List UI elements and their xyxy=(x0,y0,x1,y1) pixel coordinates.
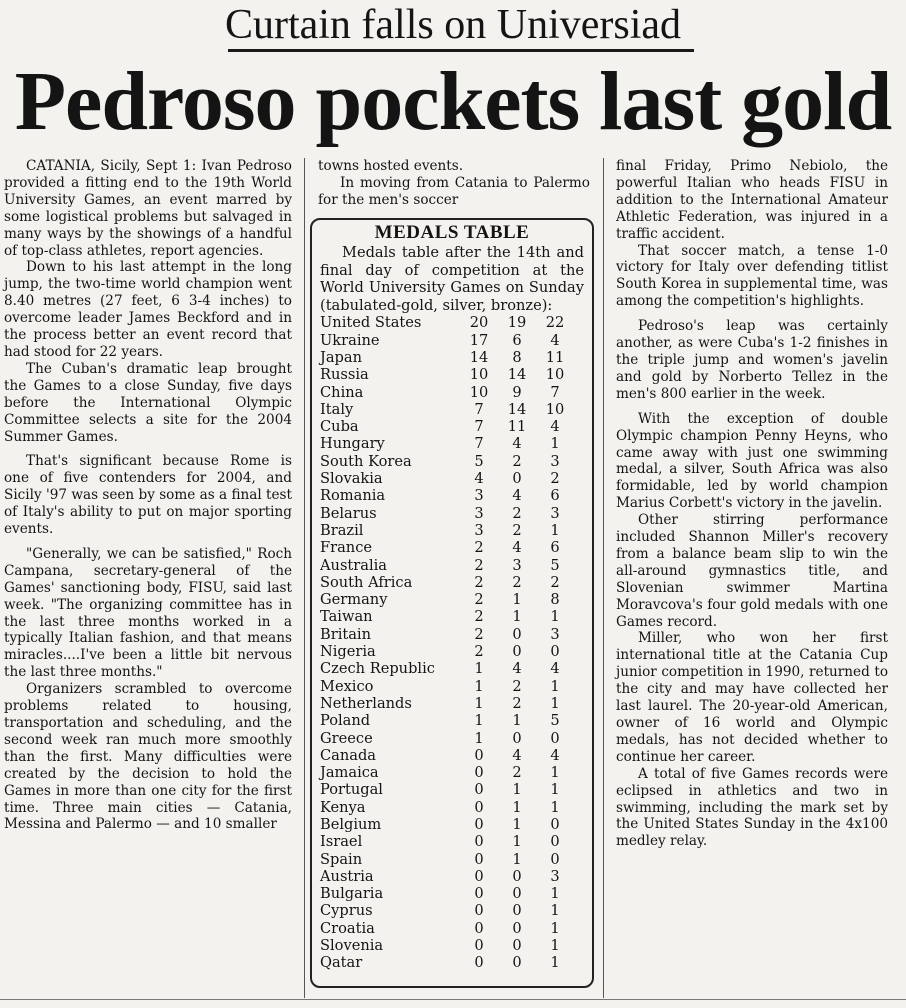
gold-count: 3 xyxy=(474,521,484,539)
medal-row xyxy=(320,626,584,643)
country-name: Qatar xyxy=(320,954,363,972)
gold-count: 17 xyxy=(469,331,489,349)
medal-row xyxy=(320,902,584,919)
medal-row xyxy=(320,954,584,971)
bronze-count: 22 xyxy=(545,314,565,332)
gold-count: 5 xyxy=(474,452,484,470)
country-name: Taiwan xyxy=(320,608,373,626)
bronze-count: 10 xyxy=(545,400,565,418)
gold-count: 1 xyxy=(474,694,484,712)
country-name: Greece xyxy=(320,729,373,747)
medal-row xyxy=(320,591,584,608)
silver-count: 6 xyxy=(512,331,522,349)
gold-count: 1 xyxy=(474,660,484,678)
country-name: South Korea xyxy=(320,452,412,470)
bronze-count: 1 xyxy=(550,781,560,799)
silver-count: 0 xyxy=(512,867,522,885)
gold-count: 0 xyxy=(474,764,484,782)
country-name: Netherlands xyxy=(320,694,412,712)
medal-row xyxy=(320,332,584,349)
medal-row xyxy=(320,660,584,677)
medals-table-box xyxy=(310,218,594,988)
bronze-count: 8 xyxy=(550,591,560,609)
gold-count: 0 xyxy=(474,746,484,764)
country-name: Romania xyxy=(320,487,386,505)
bronze-count: 3 xyxy=(550,452,560,470)
medal-row xyxy=(320,384,584,401)
gold-count: 0 xyxy=(474,919,484,937)
medal-row xyxy=(320,730,584,747)
gold-count: 1 xyxy=(474,677,484,695)
bronze-count: 0 xyxy=(550,643,560,661)
paragraph: That's significant because Rome is one of five contenders for 2004, and Sicily '97 was seen by some as a final test of Italy's ability to put on major sporting events. xyxy=(4,453,292,538)
silver-count: 0 xyxy=(512,643,522,661)
medals-table-rows xyxy=(320,314,584,971)
gold-count: 0 xyxy=(474,937,484,955)
bronze-count: 1 xyxy=(550,694,560,712)
medal-row xyxy=(320,799,584,816)
gold-count: 20 xyxy=(469,314,489,332)
bronze-count: 1 xyxy=(550,521,560,539)
bronze-count: 6 xyxy=(550,539,560,557)
medals-table-intro: Medals table after the 14th and final day of competition at the World University Games on Sunday (tabulated-gold, silver, bronze): xyxy=(320,244,584,314)
bronze-count: 1 xyxy=(550,885,560,903)
silver-count: 1 xyxy=(512,712,522,730)
gold-count: 4 xyxy=(474,470,484,488)
silver-count: 8 xyxy=(512,348,522,366)
gold-count: 0 xyxy=(474,902,484,920)
silver-count: 1 xyxy=(512,608,522,626)
gold-count: 2 xyxy=(474,591,484,609)
gold-count: 0 xyxy=(474,850,484,868)
country-name: Cuba xyxy=(320,418,359,436)
bronze-count: 2 xyxy=(550,573,560,591)
medal-row xyxy=(320,937,584,954)
medal-row xyxy=(320,505,584,522)
medal-row xyxy=(320,608,584,625)
bronze-count: 4 xyxy=(550,660,560,678)
medal-row xyxy=(320,851,584,868)
silver-count: 11 xyxy=(507,418,527,436)
silver-count: 0 xyxy=(512,885,522,903)
gold-count: 14 xyxy=(469,348,489,366)
country-name: Spain xyxy=(320,850,363,868)
silver-count: 1 xyxy=(512,850,522,868)
bottom-rule xyxy=(0,999,906,1000)
medal-row xyxy=(320,470,584,487)
gold-count: 2 xyxy=(474,643,484,661)
country-name: Cyprus xyxy=(320,902,373,920)
bronze-count: 3 xyxy=(550,867,560,885)
country-name: Japan xyxy=(320,348,362,366)
paragraph: A total of five Games records were eclipsed in athletics and two in swimming, including the mark set by the United States Sunday in the 4x100 medley relay. xyxy=(616,765,888,850)
silver-count: 19 xyxy=(507,314,527,332)
gold-count: 10 xyxy=(469,366,489,384)
country-name: Slovenia xyxy=(320,937,384,955)
silver-count: 0 xyxy=(512,937,522,955)
silver-count: 4 xyxy=(512,435,522,453)
gold-count: 1 xyxy=(474,729,484,747)
medal-row xyxy=(320,453,584,470)
medals-table-title: MEDALS TABLE xyxy=(374,222,530,243)
country-name: Germany xyxy=(320,591,388,609)
bronze-count: 1 xyxy=(550,798,560,816)
bronze-count: 1 xyxy=(550,937,560,955)
silver-count: 0 xyxy=(512,729,522,747)
medal-row xyxy=(320,764,584,781)
paragraph: Miller, who won her first international title at the Catania Cup junior competition in 1990, returned to the city and may have collected her last laurel. The 20-year-old American, owner of 16 world and Olympic medals, has not decided whether to continue her career. xyxy=(616,630,888,765)
medal-row xyxy=(320,868,584,885)
silver-count: 2 xyxy=(512,452,522,470)
column-divider xyxy=(304,158,305,998)
gold-count: 0 xyxy=(474,867,484,885)
gold-count: 2 xyxy=(474,625,484,643)
silver-count: 2 xyxy=(512,504,522,522)
gold-count: 0 xyxy=(474,833,484,851)
country-name: Slovakia xyxy=(320,470,383,488)
bronze-count: 3 xyxy=(550,625,560,643)
gold-count: 2 xyxy=(474,573,484,591)
medal-row xyxy=(320,435,584,452)
country-name: Israel xyxy=(320,833,363,851)
gold-count: 0 xyxy=(474,798,484,816)
silver-count: 2 xyxy=(512,521,522,539)
bronze-count: 0 xyxy=(550,833,560,851)
bronze-count: 7 xyxy=(550,383,560,401)
medal-row xyxy=(320,643,584,660)
medal-row xyxy=(320,522,584,539)
silver-count: 1 xyxy=(512,781,522,799)
medal-row xyxy=(320,557,584,574)
country-name: Ukraine xyxy=(320,331,380,349)
medal-row xyxy=(320,920,584,937)
medal-row xyxy=(320,574,584,591)
silver-count: 9 xyxy=(512,383,522,401)
bronze-count: 5 xyxy=(550,556,560,574)
paragraph: Pedroso's leap was certainly another, as were Cuba's 1-2 finishes in the triple jump and women's javelin and gold by Norberto Tellez in the men's 800 earlier in the week. xyxy=(616,318,888,402)
main-headline: Pedroso pockets last gold xyxy=(14,55,892,148)
gold-count: 2 xyxy=(474,556,484,574)
medal-row xyxy=(320,314,584,331)
paragraph: Down to his last attempt in the long jump, the two-time world champion went 8.40 metres (27 feet, 6 3-4 inches) to overcome leader James Beckford and in the process better an event record that had stood for 22 years. xyxy=(4,259,292,360)
country-name: China xyxy=(320,383,364,401)
medal-row xyxy=(320,833,584,850)
bronze-count: 4 xyxy=(550,331,560,349)
silver-count: 1 xyxy=(512,591,522,609)
medal-row xyxy=(320,678,584,695)
bronze-count: 2 xyxy=(550,470,560,488)
column-divider xyxy=(603,158,604,998)
paragraph: Other stirring performance included Shannon Miller's recovery from a balance beam slip to win the all-around gymnastics title, and Slovenian swimmer Martina Moravcova's four gold medals with one Games record. xyxy=(616,512,888,630)
country-name: Mexico xyxy=(320,677,374,695)
medal-row xyxy=(320,349,584,366)
country-name: Canada xyxy=(320,746,377,764)
country-name: France xyxy=(320,539,373,557)
gold-count: 0 xyxy=(474,885,484,903)
article-column-1 xyxy=(4,158,292,833)
paragraph: The Cuban's dramatic leap brought the Games to a close Sunday, five days before the International Olympic Committee selects a site for the 2004 Summer Games. xyxy=(4,360,292,445)
country-name: Britain xyxy=(320,625,371,643)
bronze-count: 1 xyxy=(550,435,560,453)
country-name: Nigeria xyxy=(320,643,376,661)
silver-count: 1 xyxy=(512,815,522,833)
gold-count: 3 xyxy=(474,504,484,522)
gold-count: 7 xyxy=(474,435,484,453)
paragraph: towns hosted events. xyxy=(318,158,464,174)
bronze-count: 11 xyxy=(545,348,565,366)
country-name: Bulgaria xyxy=(320,885,384,903)
paragraph: final Friday, Primo Nebiolo, the powerful Italian who heads FISU in addition to the International Amateur Athletic Federation, was injured in a traffic accident. xyxy=(616,158,888,242)
country-name: United States xyxy=(320,314,422,332)
gold-count: 0 xyxy=(474,781,484,799)
paragraph: That soccer match, a tense 1-0 victory for Italy over defending titlist South Korea in supplemental time, was among the competition's highlights. xyxy=(616,242,888,310)
bronze-count: 1 xyxy=(550,919,560,937)
gold-count: 1 xyxy=(474,712,484,730)
country-name: Australia xyxy=(320,556,388,574)
silver-count: 14 xyxy=(507,400,527,418)
gold-count: 7 xyxy=(474,418,484,436)
silver-count: 2 xyxy=(512,694,522,712)
medal-row xyxy=(320,885,584,902)
bronze-count: 1 xyxy=(550,954,560,972)
article-column-2 xyxy=(318,158,590,209)
silver-count: 3 xyxy=(512,556,522,574)
country-name: Russia xyxy=(320,366,369,384)
paragraph: In moving from Catania to Palermo for the men's soccer xyxy=(318,174,590,208)
medal-row xyxy=(320,747,584,764)
country-name: Czech Republic xyxy=(320,660,435,678)
paragraph: With the exception of double Olympic champion Penny Heyns, who came away with just one swimming medal, a silver, South Africa was also formidable, led by world champion Marius Corbett's victory in the javelin. xyxy=(616,410,888,512)
country-name: Jamaica xyxy=(320,764,379,782)
medal-row xyxy=(320,401,584,418)
paragraph: Organizers scrambled to overcome problems related to housing, transportation and scheduling, and the second week ran much more smoothly than the first. Many difficulties were created by the decision to hold the Games in more than one city for the first time. Three main cities — Catania, Messina and Palermo — and 10 smaller xyxy=(4,681,292,833)
country-name: Belarus xyxy=(320,504,377,522)
country-name: Kenya xyxy=(320,798,366,816)
paragraph: CATANIA, Sicily, Sept 1: Ivan Pedroso provided a fitting end to the 19th World University Games, an event marred by some logistical problems but salvaged in many ways by the showings of a handful of top-class athletes, report agencies. xyxy=(4,158,292,259)
gold-count: 0 xyxy=(474,954,484,972)
bronze-count: 1 xyxy=(550,677,560,695)
country-name: Belgium xyxy=(320,815,382,833)
country-name: Hungary xyxy=(320,435,385,453)
gold-count: 10 xyxy=(469,383,489,401)
silver-count: 4 xyxy=(512,746,522,764)
medal-row xyxy=(320,539,584,556)
bronze-count: 0 xyxy=(550,850,560,868)
medal-row xyxy=(320,781,584,798)
bronze-count: 0 xyxy=(550,729,560,747)
silver-count: 4 xyxy=(512,487,522,505)
bronze-count: 5 xyxy=(550,712,560,730)
country-name: Croatia xyxy=(320,919,375,937)
gold-count: 2 xyxy=(474,539,484,557)
gold-count: 0 xyxy=(474,815,484,833)
silver-count: 4 xyxy=(512,539,522,557)
silver-count: 4 xyxy=(512,660,522,678)
country-name: Poland xyxy=(320,712,371,730)
bronze-count: 4 xyxy=(550,418,560,436)
gold-count: 7 xyxy=(474,400,484,418)
medal-row xyxy=(320,487,584,504)
gold-count: 3 xyxy=(474,487,484,505)
country-name: Austria xyxy=(320,867,374,885)
bronze-count: 1 xyxy=(550,608,560,626)
silver-count: 2 xyxy=(512,764,522,782)
silver-count: 0 xyxy=(512,919,522,937)
article-column-3 xyxy=(616,158,888,850)
medal-row xyxy=(320,418,584,435)
silver-count: 14 xyxy=(507,366,527,384)
bronze-count: 1 xyxy=(550,764,560,782)
silver-count: 2 xyxy=(512,677,522,695)
silver-count: 0 xyxy=(512,902,522,920)
bronze-count: 4 xyxy=(550,746,560,764)
silver-count: 0 xyxy=(512,625,522,643)
silver-count: 2 xyxy=(512,573,522,591)
medal-row xyxy=(320,712,584,729)
country-name: South Africa xyxy=(320,573,413,591)
bronze-count: 0 xyxy=(550,815,560,833)
bronze-count: 10 xyxy=(545,366,565,384)
country-name: Brazil xyxy=(320,521,364,539)
paragraph: "Generally, we can be satisfied," Roch Campana, secretary-general of the Games' sanctioning body, FISU, said last week. "The organizing committee has in the last three months worked in a typically Italian fashion, and that means miracles....I've been a little bit nervous the last three months." xyxy=(4,545,292,681)
silver-count: 0 xyxy=(512,954,522,972)
silver-count: 1 xyxy=(512,798,522,816)
bronze-count: 3 xyxy=(550,504,560,522)
medal-row xyxy=(320,816,584,833)
kicker-headline: Curtain falls on Universiad xyxy=(224,2,682,48)
gold-count: 2 xyxy=(474,608,484,626)
bronze-count: 6 xyxy=(550,487,560,505)
country-name: Italy xyxy=(320,400,354,418)
silver-count: 1 xyxy=(512,833,522,851)
medal-row xyxy=(320,366,584,383)
country-name: Portugal xyxy=(320,781,383,799)
medal-row xyxy=(320,695,584,712)
silver-count: 0 xyxy=(512,470,522,488)
bronze-count: 1 xyxy=(550,902,560,920)
